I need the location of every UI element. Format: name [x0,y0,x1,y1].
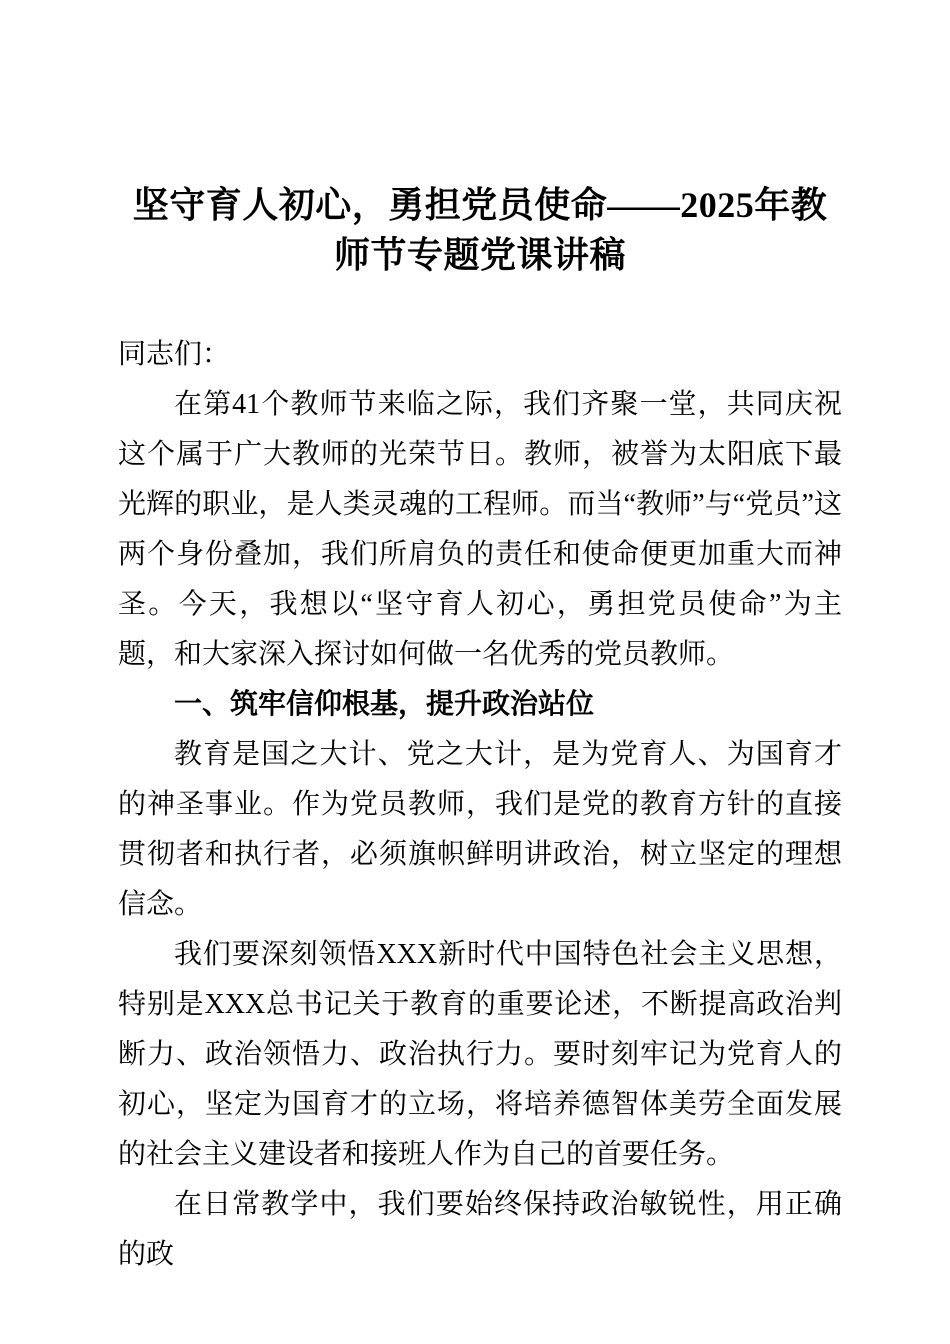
body-paragraph: 在日常教学中，我们要始终保持政治敏锐性，用正确的政 [118,1189,842,1270]
document-title: 坚守育人初心，勇担党员使命——2025年教师节专题党课讲稿 [132,185,828,275]
body-paragraph: 我们要深刻领悟XXX新时代中国特色社会主义思想，特别是XXX总书记关于教育的重要论述，不断提高政治判断力、政治领悟力、政治执行力。要时刻牢记为党育人的初心，坚定为国育才的立场，将培养德智体美劳全面发展的社会主义建设者和接班人作为自己的首要任务。 [118,939,842,1170]
salutation: 同志们： [118,339,231,370]
document-body [118,380,842,1280]
section-heading: 一、筑牢信仰根基，提升政治站位 [174,689,595,720]
body-paragraph: 在第41个教师节来临之际，我们齐聚一堂，共同庆祝这个属于广大教师的光荣节日。教师，被誉为太阳底下最光辉的职业，是人类灵魂的工程师。而当“教师”与“党员”这两个身份叠加，我们所肩负的责任和使命便更加重大而神圣。今天，我想以“坚守育人初心，勇担党员使命”为主题，和大家深入探讨如何做一名优秀的党员教师。 [118,389,842,670]
body-paragraph: 教育是国之大计、党之大计，是为党育人、为国育才的神圣事业。作为党员教师，我们是党的教育方针的直接贯彻者和执行者，必须旗帜鲜明讲政治，树立坚定的理想信念。 [118,739,842,920]
